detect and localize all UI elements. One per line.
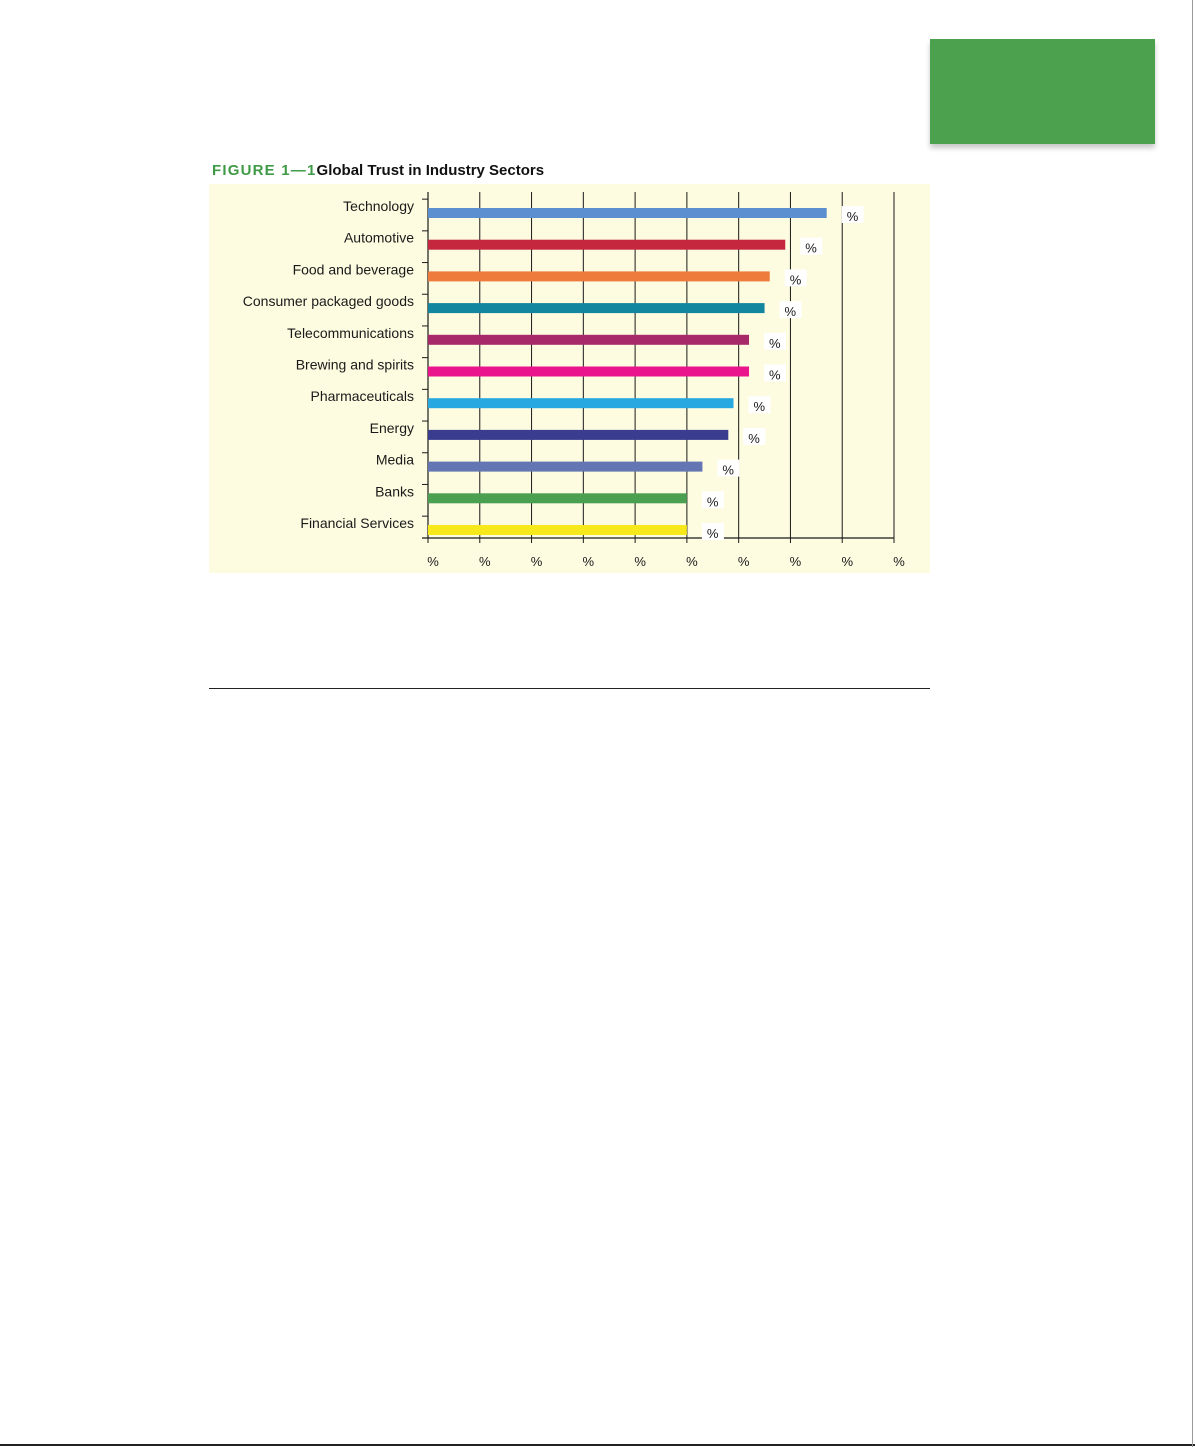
value-label: % — [805, 240, 817, 256]
x-tick-label: % — [634, 554, 646, 569]
value-label: % — [769, 367, 781, 383]
value-label: % — [722, 462, 734, 478]
category-label: Food and beverage — [292, 261, 414, 278]
bar — [428, 335, 749, 345]
bar — [428, 240, 785, 250]
bar — [428, 525, 687, 535]
value-label: % — [846, 209, 859, 224]
value-label: % — [789, 272, 802, 288]
bar — [428, 271, 770, 281]
x-tick-label: % — [789, 554, 802, 569]
figure-title: Global Trust in Industry Sectors — [316, 162, 545, 179]
category-label: Consumer packaged goods — [242, 293, 414, 310]
chart-panel — [209, 184, 930, 573]
category-label: Energy — [369, 419, 414, 436]
category-label: Media — [375, 451, 414, 468]
x-tick-label: % — [582, 554, 595, 569]
x-tick-label: % — [427, 554, 439, 569]
bar — [428, 493, 687, 503]
bar — [428, 208, 827, 218]
figure-caption — [212, 160, 544, 182]
bar — [428, 430, 728, 440]
bar — [428, 367, 749, 377]
bar-chart — [209, 184, 930, 573]
bar — [428, 462, 702, 472]
page-edge — [1192, 0, 1193, 1447]
category-label: Technology — [343, 198, 414, 214]
value-label: % — [753, 399, 766, 415]
category-label: Brewing and spirits — [295, 356, 414, 373]
value-label: % — [769, 335, 781, 351]
section-divider — [209, 688, 930, 689]
bar — [428, 398, 733, 408]
category-label: Telecommunications — [287, 324, 414, 341]
x-tick-label: % — [686, 554, 698, 569]
bar — [428, 303, 765, 313]
page-bottom-rule — [0, 1444, 1195, 1446]
category-label: Automotive — [343, 229, 414, 246]
x-tick-label: % — [841, 554, 854, 569]
x-tick-label: % — [478, 554, 491, 569]
value-label: % — [706, 526, 719, 541]
x-tick-label: % — [893, 554, 905, 569]
category-label: Financial Services — [300, 515, 414, 531]
x-tick-label: % — [530, 554, 543, 569]
value-label: % — [748, 430, 760, 446]
figure-label: FIGURE 1—1 — [212, 162, 317, 179]
category-label: Pharmaceuticals — [310, 388, 414, 405]
value-label: % — [706, 494, 719, 510]
x-tick-label: % — [737, 554, 750, 569]
green-section-tab — [930, 39, 1155, 144]
value-label: % — [784, 304, 797, 320]
category-label: Banks — [375, 483, 414, 500]
